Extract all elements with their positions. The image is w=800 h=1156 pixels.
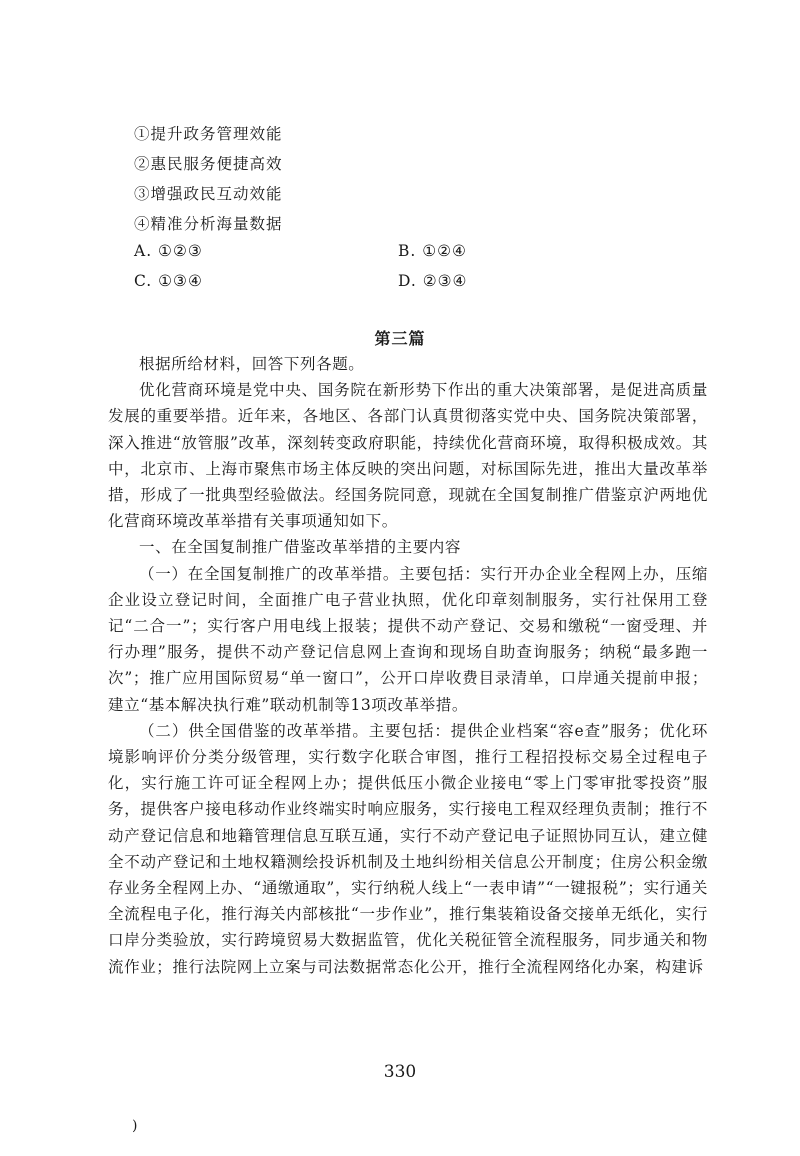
option-2: ②惠民服务便捷高效 — [134, 155, 283, 173]
choice-d: D. ②③④ — [398, 272, 468, 290]
instruction-paragraph: 根据所给材料，回答下列各题。 — [139, 355, 365, 373]
reference-measures-paragraph: （二）供全国借鉴的改革举措。主要包括：提供企业档案“容e查”服务；优化环境影响评价分类分级管理，实行数字化联合审图，推行工程招投标交易全过程电子化，实行施工许可证全程网上办；提供低压小微企业接电“零上门零审批零投资”服务，提供客户接电移动作业终端实时响应服务，实行接电工程双经理负责制；推行不动产登记信息和地籍管理信息互联互通，实行不动产登记电子证照协同互认，建立健全不动产登记和土地权籍测绘投诉机制及土地纠纷相关信息公开制度；住房公积金缴存业务全程网上办、“通缴通取”，实行纳税人线上“一表申请”“一键报税”；实行通关全流程电子化，推行海关内部核批“一步作业”，推行集装箱设备交接单无纸化，实行口岸分类验放，实行跨境贸易大数据监管，优化关税征管全流程服务，同步通关和物流作业；推行法院网上立案与司法数据常态化公开，推行全流程网络化办案，构建诉 — [108, 721, 708, 976]
option-3: ③增强政民互动效能 — [134, 185, 283, 203]
page-number: 330 — [383, 1062, 417, 1082]
option-4: ④精准分析海量数据 — [134, 215, 283, 233]
choice-a: A. ①②③ — [134, 242, 203, 260]
scan-edge-mark: ) — [132, 1118, 138, 1134]
option-1: ①提升政务管理效能 — [134, 125, 283, 143]
body-text — [108, 351, 708, 980]
section-title: 第三篇 — [374, 329, 426, 348]
choice-b: B. ①②④ — [398, 242, 467, 260]
intro-paragraph: 优化营商环境是党中央、国务院在新形势下作出的重大决策部署，是促进高质量发展的重要举措。近年来，各地区、各部门认真贯彻落实党中央、国务院决策部署，深入推进“放管服”改革，深刻转变政府职能，持续优化营商环境，取得积极成效。其中，北京市、上海市聚焦市场主体反映的突出问题，对标国际先进，推出大量改革举措，形成了一批典型经验做法。经国务院同意，现就在全国复制推广借鉴京沪两地优化营商环境改革举措有关事项通知如下。 — [108, 381, 708, 531]
section-heading-paragraph: 一、在全国复制推广借鉴改革举措的主要内容 — [139, 538, 462, 557]
choice-c: C. ①③④ — [134, 272, 203, 290]
nationwide-measures-paragraph: （一）在全国复制推广的改革举措。主要包括：实行开办企业全程网上办，压缩企业设立登记时间，全面推广电子营业执照，优化印章刻制服务，实行社保用工登记“二合一”；实行客户用电线上报装；提供不动产登记、交易和缴税“一窗受理、并行办理”服务，提供不动产登记信息网上查询和现场自助查询服务；纳税“最多跑一次”；推广应用国际贸易“单一窗口”，公开口岸收费目录清单，口岸通关提前申报；建立“基本解决执行难”联动机制等13项改革举措。 — [108, 564, 708, 714]
